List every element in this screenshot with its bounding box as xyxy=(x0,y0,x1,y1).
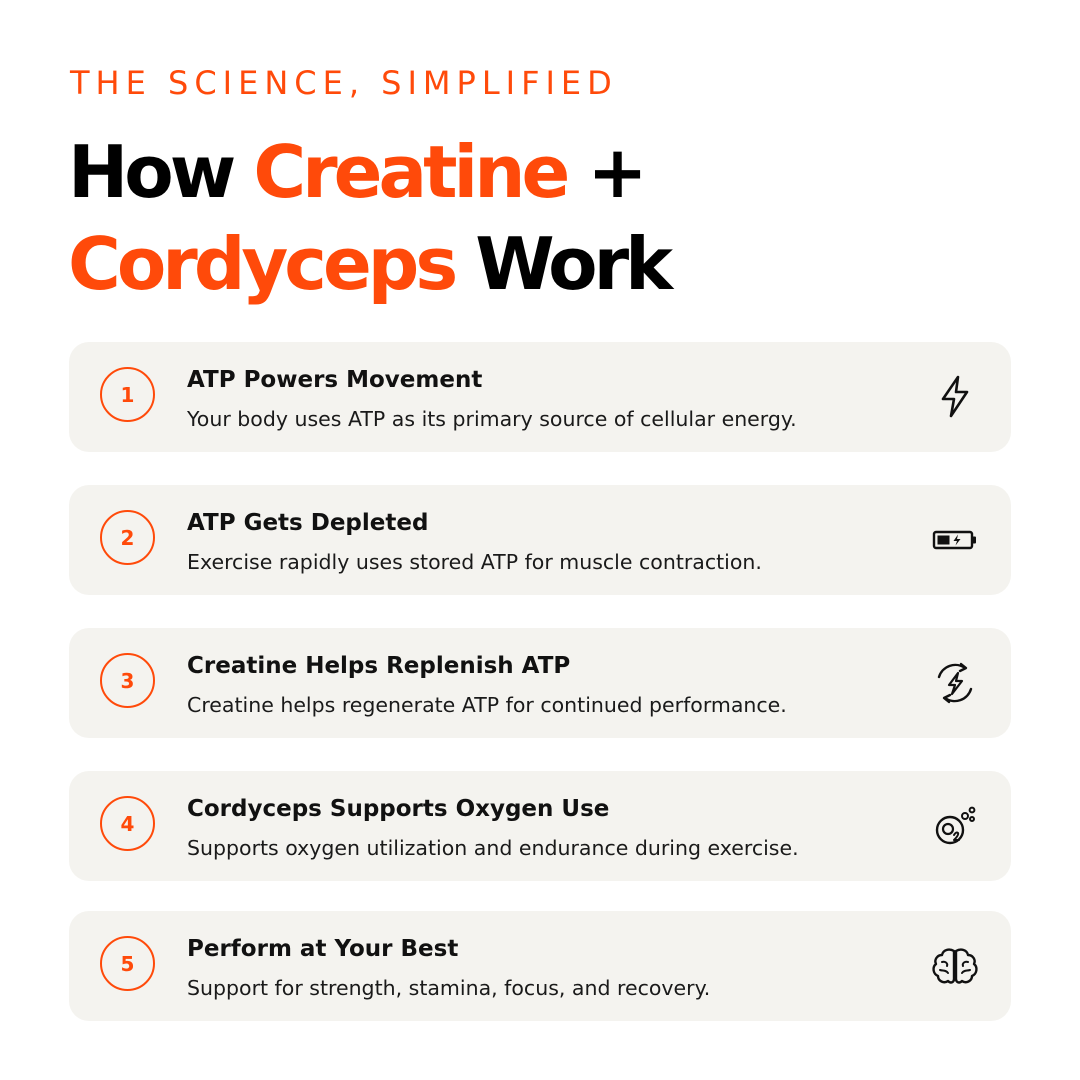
title-how: How xyxy=(68,130,233,214)
title-plus: + xyxy=(587,130,644,214)
title-creatine: Creatine xyxy=(253,130,567,214)
title-work: Work xyxy=(475,222,669,306)
step-title: ATP Gets Depleted xyxy=(187,510,429,536)
step-description: Creatine helps regenerate ATP for continued performance. xyxy=(187,693,787,717)
step-card-2 xyxy=(69,485,1011,595)
step-number-badge: 4 xyxy=(100,796,155,851)
recharge-cycle-icon xyxy=(925,653,985,713)
step-title: Cordyceps Supports Oxygen Use xyxy=(187,796,610,822)
step-description: Your body uses ATP as its primary source of cellular energy. xyxy=(187,407,797,431)
title-line-2 xyxy=(68,218,669,310)
step-card-4 xyxy=(69,771,1011,881)
step-number-badge: 5 xyxy=(100,936,155,991)
step-description: Supports oxygen utilization and endurance during exercise. xyxy=(187,836,799,860)
step-number-badge: 2 xyxy=(100,510,155,565)
step-title: Creatine Helps Replenish ATP xyxy=(187,653,571,679)
lightning-bolt-icon xyxy=(925,367,985,427)
step-title: ATP Powers Movement xyxy=(187,367,483,393)
step-card-3 xyxy=(69,628,1011,738)
step-title: Perform at Your Best xyxy=(187,936,459,962)
low-battery-icon xyxy=(925,510,985,570)
title-line-1 xyxy=(68,126,669,218)
oxygen-icon xyxy=(925,796,985,856)
step-number-badge: 3 xyxy=(100,653,155,708)
step-number-badge: 1 xyxy=(100,367,155,422)
step-description: Exercise rapidly uses stored ATP for muscle contraction. xyxy=(187,550,762,574)
step-description: Support for strength, stamina, focus, and recovery. xyxy=(187,976,711,1000)
brain-icon xyxy=(925,936,985,996)
page-title xyxy=(68,126,669,310)
eyebrow-label: THE SCIENCE, SIMPLIFIED xyxy=(70,64,618,102)
title-cordyceps: Cordyceps xyxy=(68,222,455,306)
step-card-1 xyxy=(69,342,1011,452)
step-card-5 xyxy=(69,911,1011,1021)
